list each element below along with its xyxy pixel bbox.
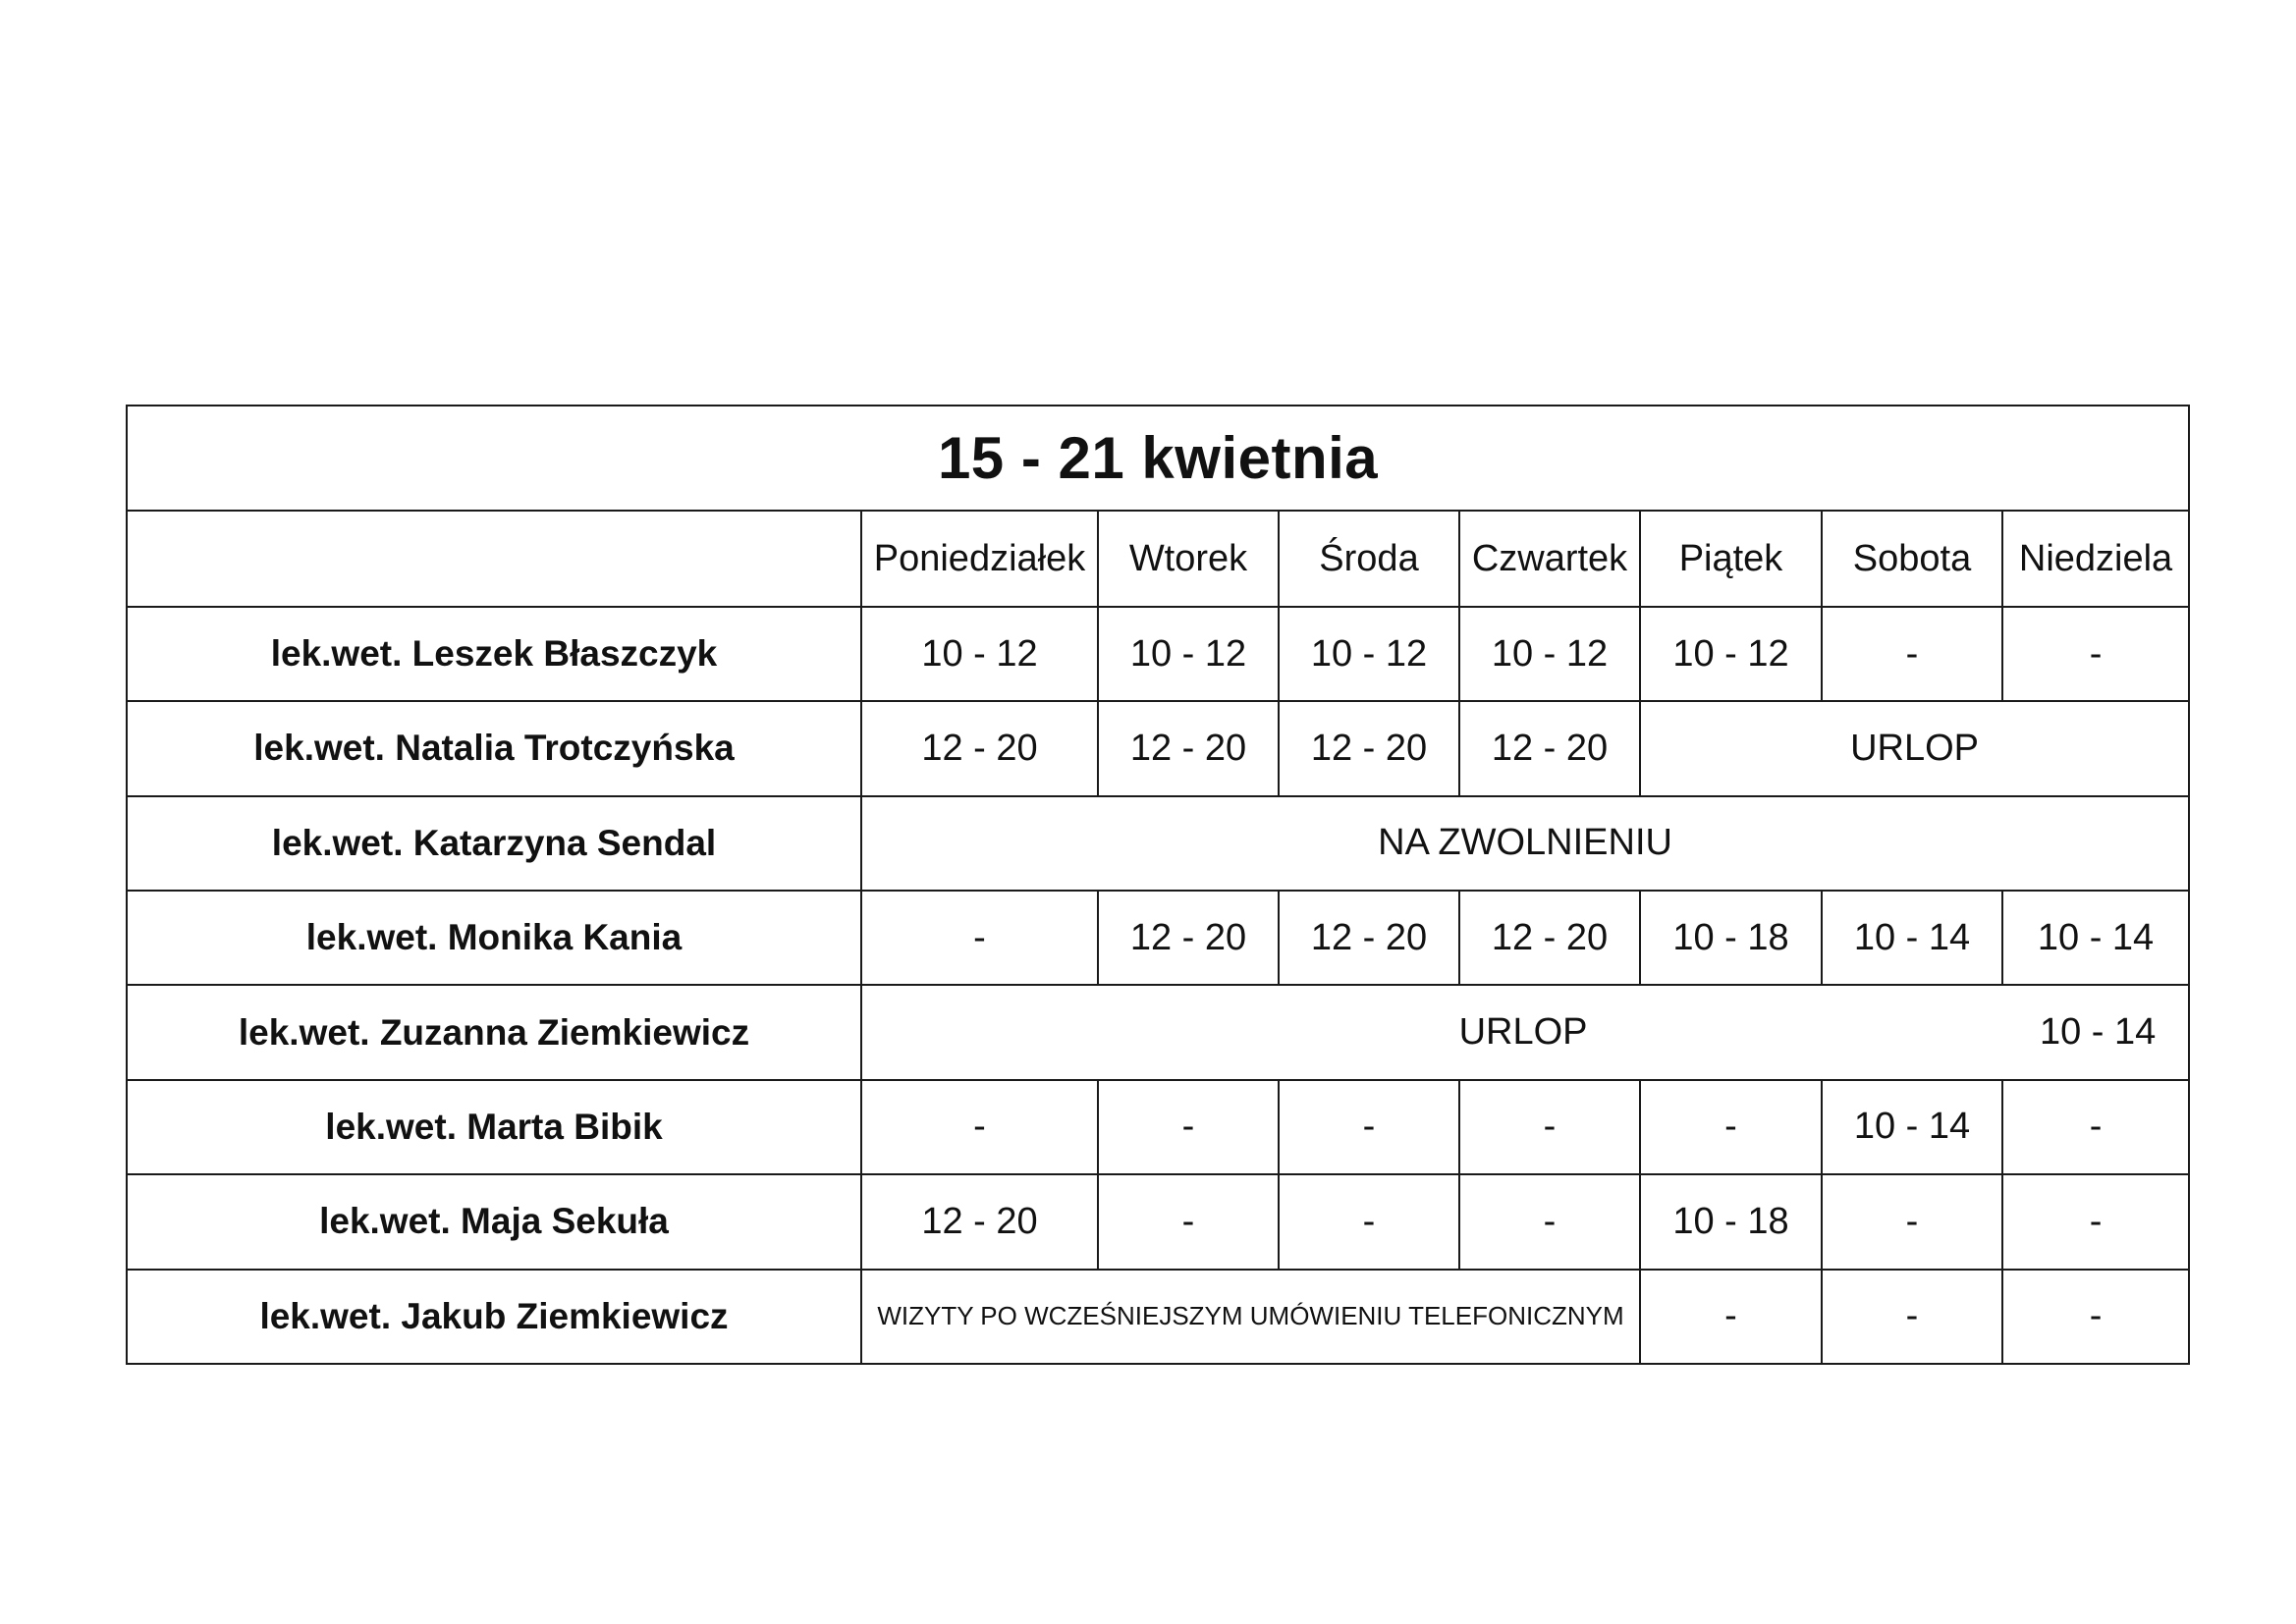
schedule-cell: - — [2002, 1174, 2189, 1269]
schedule-cell: - — [1822, 607, 2002, 701]
doctor-row — [127, 607, 2189, 701]
doctor-name: lek.wet. Maja Sekuła — [127, 1174, 861, 1269]
schedule-cell: - — [1640, 1080, 1822, 1174]
schedule-cell: - — [1279, 1174, 1459, 1269]
appointment-note-cell: WIZYTY PO WCZEŚNIEJSZYM UMÓWIENIU TELEFONICZNYM — [861, 1270, 1640, 1364]
vacation-label: URLOP — [1458, 1011, 1588, 1054]
schedule-cell: - — [1459, 1174, 1640, 1269]
day-header-row — [127, 511, 2189, 606]
schedule-cell: 10 - 14 — [2002, 891, 2189, 985]
day-header-sunday: Niedziela — [2002, 511, 2189, 606]
doctor-name: lek.wet. Jakub Ziemkiewicz — [127, 1270, 861, 1364]
doctor-name: lek.wet. Leszek Błaszczyk — [127, 607, 861, 701]
schedule-cell: 10 - 12 — [1640, 607, 1822, 701]
schedule-cell: 12 - 20 — [861, 1174, 1098, 1269]
doctor-name: lek.wet. Katarzyna Sendal — [127, 796, 861, 891]
schedule-title: 15 - 21 kwietnia — [127, 406, 2189, 511]
schedule-cell: 12 - 20 — [1459, 701, 1640, 795]
doctor-name: lek.wet. Zuzanna Ziemkiewicz — [127, 985, 861, 1079]
doctor-name: lek.wet. Natalia Trotczyńska — [127, 701, 861, 795]
doctor-row — [127, 891, 2189, 985]
schedule-cell: 10 - 12 — [1098, 607, 1279, 701]
doctor-name: lek.wet. Marta Bibik — [127, 1080, 861, 1174]
doctor-row — [127, 985, 2189, 1079]
schedule-cell: - — [1098, 1174, 1279, 1269]
schedule-cell: - — [1459, 1080, 1640, 1174]
doctor-row — [127, 1270, 2189, 1364]
schedule-cell: 12 - 20 — [1459, 891, 1640, 985]
day-header-monday: Poniedziałek — [861, 511, 1098, 606]
schedule-cell: 10 - 12 — [1459, 607, 1640, 701]
header-empty-cell — [127, 511, 861, 606]
doctor-row — [127, 796, 2189, 891]
doctor-row — [127, 701, 2189, 795]
schedule-cell: 12 - 20 — [1279, 891, 1459, 985]
schedule-cell: - — [1822, 1270, 2002, 1364]
schedule-cell: 10 - 14 — [1822, 1080, 2002, 1174]
day-header-friday: Piątek — [1640, 511, 1822, 606]
schedule-cell: 10 - 14 — [1822, 891, 2002, 985]
schedule-table — [126, 405, 2190, 1365]
schedule-cell: - — [1822, 1174, 2002, 1269]
schedule-cell: 10 - 12 — [861, 607, 1098, 701]
sunday-hours: 10 - 14 — [2039, 1011, 2157, 1054]
schedule-cell: 12 - 20 — [1098, 891, 1279, 985]
schedule-cell: 10 - 12 — [1279, 607, 1459, 701]
schedule-cell: - — [1279, 1080, 1459, 1174]
schedule-cell: - — [2002, 1080, 2189, 1174]
schedule-cell: 10 - 18 — [1640, 1174, 1822, 1269]
schedule-cell: - — [1098, 1080, 1279, 1174]
day-header-thursday: Czwartek — [1459, 511, 1640, 606]
vacation-span-cell: URLOP — [1640, 701, 2189, 795]
doctor-name: lek.wet. Monika Kania — [127, 891, 861, 985]
schedule-cell: 12 - 20 — [861, 701, 1098, 795]
doctor-row — [127, 1080, 2189, 1174]
schedule-cell: - — [2002, 1270, 2189, 1364]
vacation-split — [862, 1011, 2188, 1054]
day-header-tuesday: Wtorek — [1098, 511, 1279, 606]
schedule-cell: - — [1640, 1270, 1822, 1364]
day-header-wednesday: Środa — [1279, 511, 1459, 606]
title-row — [127, 406, 2189, 511]
schedule-cell: - — [2002, 607, 2189, 701]
schedule-cell: 12 - 20 — [1279, 701, 1459, 795]
sick-leave-span-cell: NA ZWOLNIENIU — [861, 796, 2189, 891]
schedule-cell: 12 - 20 — [1098, 701, 1279, 795]
schedule-cell: 10 - 18 — [1640, 891, 1822, 985]
schedule-cell: - — [861, 891, 1098, 985]
schedule-cell: - — [861, 1080, 1098, 1174]
day-header-saturday: Sobota — [1822, 511, 2002, 606]
doctor-row — [127, 1174, 2189, 1269]
vacation-span-cell — [861, 985, 2189, 1079]
